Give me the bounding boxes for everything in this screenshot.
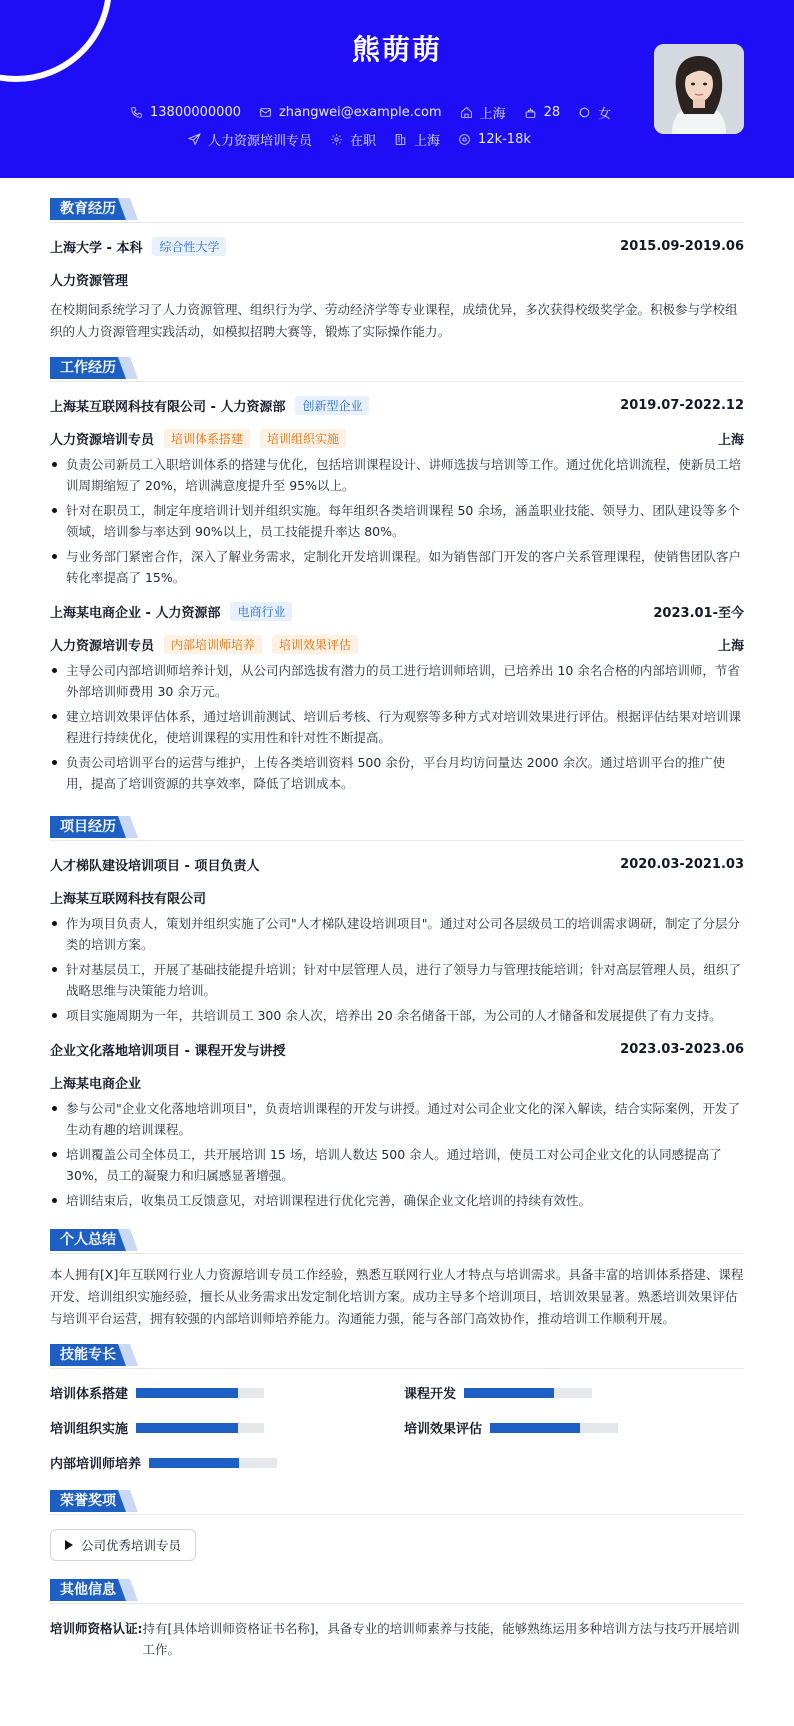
skill-item: 培训效果评估 <box>404 1418 744 1437</box>
skill-tag: 培训体系搭建 <box>164 429 250 448</box>
section-projects <box>50 816 744 841</box>
list-item: 培训覆盖公司全体员工，共开展培训 15 场，培训人数达 500 余人。通过培训，使员工对公司企业文化的认同感提高了 30%，员工的凝聚力和归属感显著增强。 <box>50 1144 744 1186</box>
gear-icon <box>330 133 343 146</box>
section-skills <box>50 1344 744 1369</box>
school-tag: 综合性大学 <box>152 237 226 256</box>
section-education <box>50 198 744 223</box>
skill-bar <box>149 1458 277 1468</box>
award-item <box>50 1529 196 1561</box>
mail-icon <box>259 106 272 119</box>
skill-bar-fill <box>136 1388 238 1398</box>
skill-bar <box>136 1388 264 1398</box>
job-location: 上海 <box>717 433 744 448</box>
list-item: 针对在职员工，制定年度培训计划并组织实施。每年组织各类培训课程 50 余场，涵盖职业技能、领导力、团队建设等多个领域，培训参与率达到 90%以上，员工技能提升率达 80%。 <box>50 500 744 542</box>
project-date: 2023.03-2023.06 <box>620 1042 744 1057</box>
skill-tag: 培训组织实施 <box>260 429 346 448</box>
list-item: 参与公司"企业文化落地培训项目"，负责培训课程的开发与讲授。通过对公司企业文化的深入解读，结合实际案例，开发了生动有趣的培训课程。 <box>50 1098 744 1140</box>
send-icon <box>188 133 201 146</box>
section-title: 个人总结 <box>50 1229 126 1251</box>
section-awards <box>50 1490 744 1515</box>
job-company-row <box>50 396 744 415</box>
company-name: 上海某电商企业 - 人力资源部 <box>50 606 221 621</box>
summary-text: 本人拥有[X]年互联网行业人力资源培训专员工作经验，熟悉互联网行业人才特点与培训需求。具备丰富的培训体系搭建、课程开发、培训组织实施经验，擅长从业务需求出发定制化培训方案。成功主导多个培训项目，培训效果显著。熟悉培训效果评估与培训平台运营，拥有较强的内部培训师培养能力。沟通能力强，能与各部门高效协作，推动培训工作顺利开展。 <box>50 1267 744 1326</box>
section-title: 项目经历 <box>50 816 126 838</box>
company-name: 上海某互联网科技有限公司 - 人力资源部 <box>50 400 286 415</box>
gender-icon <box>578 106 591 119</box>
job-duties <box>50 454 744 588</box>
avatar-photo <box>654 44 744 134</box>
list-item: 建立培训效果评估体系，通过培训前测试、培训后考核、行为观察等多种方式对培训效果进行评估。根据评估结果对培训课程进行持续优化，使培训课程的实用性和针对性不断提高。 <box>50 706 744 748</box>
job-role: 人力资源培训专员 <box>50 639 155 654</box>
award-label: 公司优秀培训专员 <box>81 1538 182 1553</box>
project-name: 企业文化落地培训项目 - 课程开发与讲授 <box>50 1044 286 1059</box>
job-role: 人力资源培训专员 <box>50 433 155 448</box>
home-icon <box>460 106 473 119</box>
project-org: 上海某互联网科技有限公司 <box>50 892 207 907</box>
project-duties <box>50 913 744 1026</box>
skill-bar-fill <box>464 1388 554 1398</box>
section-summary <box>50 1229 744 1254</box>
job-entry <box>50 396 744 588</box>
section-other <box>50 1579 744 1604</box>
skill-bar-fill <box>490 1423 580 1433</box>
list-item: 主导公司内部培训师培养计划，从公司内部选拔有潜力的员工进行培训师培训，已培养出 10 余名合格的内部培训师，节省外部培训师费用 30 余万元。 <box>50 660 744 702</box>
phone-info: 13800000000 <box>130 105 241 120</box>
skill-bar <box>464 1388 592 1398</box>
list-item: 针对基层员工，开展了基础技能提升培训；针对中层管理人员，进行了领导力与管理技能培训；针对高层管理人员，组织了战略思维与决策能力培训。 <box>50 959 744 1001</box>
skill-tag: 培训效果评估 <box>272 635 358 654</box>
job-location: 上海 <box>717 639 744 654</box>
project-row <box>50 1040 744 1059</box>
education-row <box>50 237 744 256</box>
age-info: 28 <box>524 105 561 120</box>
contact-row <box>130 103 629 122</box>
status-info: 在职 <box>330 130 376 149</box>
skill-tag: 内部培训师培养 <box>164 635 262 654</box>
building-icon <box>394 133 407 146</box>
gender-info: 女 <box>578 103 611 122</box>
section-title: 教育经历 <box>50 198 126 220</box>
portrait-image <box>654 44 744 134</box>
skill-bar <box>490 1423 618 1433</box>
job-date: 2023.01-至今 <box>653 606 744 621</box>
job-role-row <box>50 429 744 448</box>
project-duties <box>50 1098 744 1211</box>
target-city-info: 上海 <box>394 130 440 149</box>
other-info-row <box>50 1618 744 1660</box>
project-entry <box>50 855 744 1026</box>
list-item: 与业务部门紧密合作，深入了解业务需求，定制化开发培训课程。如为销售部门开发的客户关系管理课程，使销售团队客户转化率提高了 15%。 <box>50 546 744 588</box>
city-info: 上海 <box>460 103 506 122</box>
company-tag: 电商行业 <box>230 602 292 621</box>
salary-icon <box>458 133 471 146</box>
skill-item: 培训体系搭建 <box>50 1383 404 1402</box>
salary-info: 12k-18k <box>458 132 531 147</box>
school-name: 上海大学 - 本科 <box>50 241 143 256</box>
skill-item: 内部培训师培养 <box>50 1453 404 1472</box>
email-info: zhangwei@example.com <box>259 105 442 120</box>
other-label: 培训师资格认证: <box>50 1621 143 1636</box>
cake-icon <box>524 106 537 119</box>
skill-bar <box>136 1423 264 1433</box>
list-item: 项目实施周期为一年，共培训员工 300 余人次，培养出 20 余名储备干部，为公司的人才储备和发展提供了有力支持。 <box>50 1005 744 1026</box>
job-entry <box>50 602 744 794</box>
job-role-row <box>50 635 744 654</box>
list-item: 负责公司培训平台的运营与维护，上传各类培训资料 500 余份，平台月均访问量达 2000 余次。通过培训平台的推广使用，提高了培训资源的共享效率，降低了培训成本。 <box>50 752 744 794</box>
resume-header <box>0 0 794 178</box>
section-title: 其他信息 <box>50 1579 126 1601</box>
project-date: 2020.03-2021.03 <box>620 857 744 872</box>
section-work <box>50 357 744 382</box>
job-date: 2019.07-2022.12 <box>620 398 744 413</box>
list-item: 培训结束后，收集员工反馈意见，对培训课程进行优化完善，确保企业文化培训的持续有效性。 <box>50 1190 744 1211</box>
project-org: 上海某电商企业 <box>50 1077 142 1092</box>
list-item: 负责公司新员工入职培训体系的搭建与优化，包括培训课程设计、讲师选拔与培训等工作。通过优化培训流程，使新员工培训周期缩短了 20%，培训满意度提升至 95%以上。 <box>50 454 744 496</box>
skill-bar-fill <box>149 1458 239 1468</box>
education-date: 2015.09-2019.06 <box>620 239 744 254</box>
list-item: 作为项目负责人，策划并组织实施了公司"人才梯队建设培训项目"。通过对公司各层级员工的培训需求调研，制定了分层分类的培训方案。 <box>50 913 744 955</box>
project-row <box>50 855 744 874</box>
play-icon <box>65 1540 73 1550</box>
skills-grid <box>50 1383 744 1472</box>
skill-bar-fill <box>136 1423 238 1433</box>
skill-item: 培训组织实施 <box>50 1418 404 1437</box>
candidate-name: 熊萌萌 <box>351 33 442 66</box>
job-info: 人力资源培训专员 <box>188 130 312 149</box>
job-row <box>188 130 549 149</box>
skill-item: 课程开发 <box>404 1383 744 1402</box>
section-title: 工作经历 <box>50 357 126 379</box>
section-title: 技能专长 <box>50 1344 126 1366</box>
section-title: 荣誉奖项 <box>50 1490 126 1512</box>
resume-body <box>0 198 794 1660</box>
education-desc: 在校期间系统学习了人力资源管理、组织行为学、劳动经济学等专业课程，成绩优异，多次获得校级奖学金。积极参与学校组织的人力资源管理实践活动，如模拟招聘大赛等，锻炼了实际操作能力。 <box>50 302 738 339</box>
project-entry <box>50 1040 744 1211</box>
phone-icon <box>130 106 143 119</box>
major: 人力资源管理 <box>50 274 129 289</box>
other-value: 持有[具体培训师资格证书名称]，具备专业的培训师素养与技能，能够熟练运用多种培训方法与技巧开展培训工作。 <box>142 1621 740 1657</box>
company-tag: 创新型企业 <box>295 396 369 415</box>
job-company-row <box>50 602 744 621</box>
project-name: 人才梯队建设培训项目 - 项目负责人 <box>50 859 260 874</box>
job-duties <box>50 660 744 794</box>
